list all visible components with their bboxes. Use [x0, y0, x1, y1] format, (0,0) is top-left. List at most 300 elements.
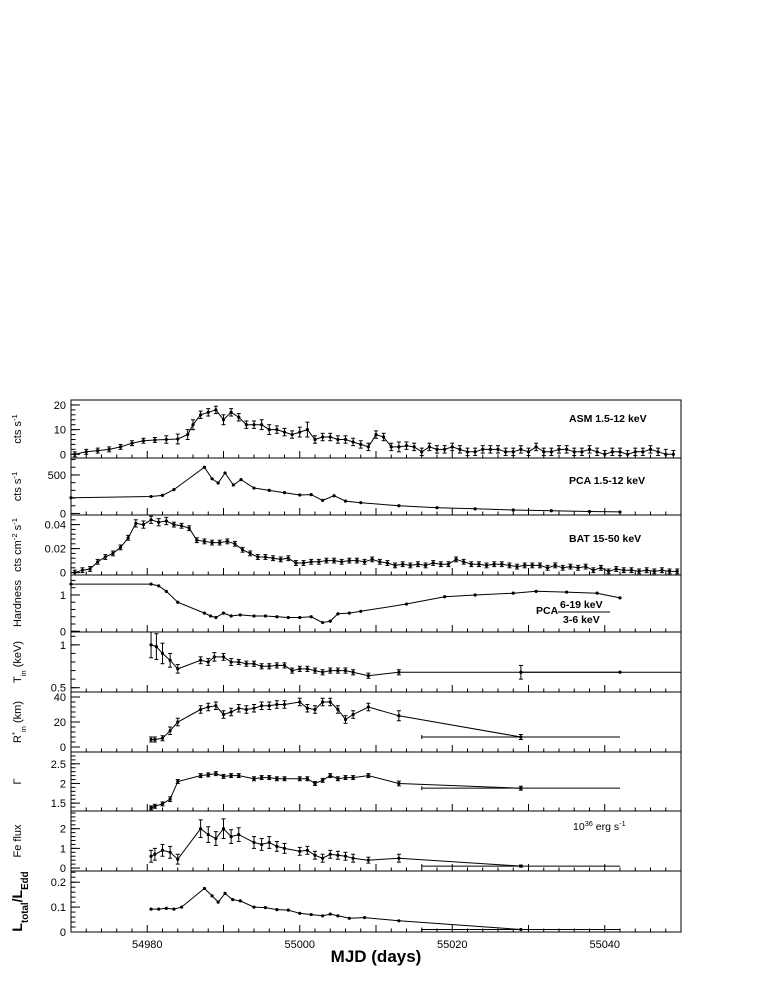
y-axis-label: $L_{total}/L_{Edd}$	[9, 871, 31, 932]
data-point	[222, 827, 225, 830]
y-tick-label: 0	[59, 449, 66, 462]
data-point	[348, 612, 351, 615]
data-point	[207, 660, 210, 663]
data-point	[618, 450, 621, 453]
data-point	[336, 854, 339, 857]
data-point	[222, 713, 225, 716]
data-point	[576, 566, 579, 569]
data-point	[569, 565, 572, 568]
y-tick-label: 0.2	[50, 877, 66, 890]
data-point	[332, 559, 335, 562]
y-tick-label: 0	[59, 567, 66, 580]
data-point	[207, 833, 210, 836]
x-tick-label: 55000	[284, 939, 316, 951]
data-point	[344, 669, 347, 672]
y-tick-label: 2.5	[50, 758, 66, 771]
panel-pca	[10, 458, 682, 520]
data-point	[336, 914, 339, 917]
data-point	[329, 669, 332, 672]
data-point	[237, 833, 240, 836]
data-point	[298, 493, 301, 496]
data-point	[348, 559, 351, 562]
data-point	[199, 708, 202, 711]
data-point	[268, 665, 271, 668]
data-point	[283, 703, 286, 706]
data-point	[169, 659, 172, 662]
data-point	[279, 558, 282, 561]
data-point	[321, 857, 324, 860]
data-point	[149, 643, 152, 646]
data-point	[512, 508, 515, 511]
data-point	[203, 540, 206, 543]
data-point	[199, 827, 202, 830]
data-point	[329, 774, 332, 777]
data-point	[313, 854, 316, 857]
data-point	[622, 569, 625, 572]
data-point	[176, 720, 179, 723]
data-point	[252, 906, 255, 909]
data-point	[352, 857, 355, 860]
data-point	[302, 561, 305, 564]
data-point	[260, 843, 263, 846]
data-point	[405, 444, 408, 447]
data-point	[321, 435, 324, 438]
x-tick-label: 55020	[436, 939, 468, 951]
data-point	[275, 428, 278, 431]
data-point	[329, 912, 332, 915]
data-point	[264, 614, 267, 617]
data-point	[222, 418, 225, 421]
data-point	[386, 561, 389, 564]
data-point	[149, 495, 152, 498]
data-point	[283, 430, 286, 433]
data-point	[176, 437, 179, 440]
data-point	[180, 524, 183, 527]
data-point	[119, 546, 122, 549]
panel-frame	[71, 515, 681, 575]
data-point	[340, 560, 343, 563]
data-point	[298, 430, 301, 433]
data-point	[268, 704, 271, 707]
data-point	[641, 450, 644, 453]
data-point	[298, 700, 301, 703]
data-point	[230, 411, 233, 414]
data-point	[321, 499, 324, 502]
ratio-denominator: 3-6 keV	[563, 614, 600, 626]
panels-group	[9, 400, 681, 951]
y-tick-label: 10	[53, 424, 66, 437]
data-point	[515, 565, 518, 568]
data-point	[332, 494, 335, 497]
data-point	[397, 671, 400, 674]
series-line	[151, 774, 521, 808]
data-point	[155, 645, 158, 648]
data-point	[306, 777, 309, 780]
data-point	[352, 440, 355, 443]
data-point	[607, 570, 610, 573]
data-point	[161, 802, 164, 805]
data-point	[199, 774, 202, 777]
data-point	[222, 775, 225, 778]
data-point	[336, 777, 339, 780]
panel-frame	[71, 871, 681, 932]
data-point	[230, 660, 233, 663]
data-point	[252, 614, 255, 617]
y-axis-label: $T_{in}$ (keV)	[12, 640, 28, 684]
data-point	[637, 570, 640, 573]
data-point	[85, 450, 88, 453]
data-point	[519, 864, 522, 867]
data-point	[378, 560, 381, 563]
y-tick-label: 0.1	[50, 902, 66, 915]
data-point	[313, 708, 316, 711]
data-point	[352, 713, 355, 716]
data-point	[153, 438, 156, 441]
data-point	[367, 445, 370, 448]
data-point	[260, 423, 263, 426]
data-point	[252, 707, 255, 710]
data-point	[73, 571, 76, 574]
data-point	[367, 774, 370, 777]
data-point	[420, 450, 423, 453]
data-point	[485, 564, 488, 567]
data-point	[474, 450, 477, 453]
data-point	[231, 898, 234, 901]
data-point	[298, 667, 301, 670]
data-point	[237, 416, 240, 419]
panel-asm	[10, 400, 682, 461]
data-point	[542, 450, 545, 453]
data-point	[451, 445, 454, 448]
data-point	[127, 536, 130, 539]
data-point	[298, 912, 301, 915]
data-point	[157, 907, 160, 910]
data-point	[268, 776, 271, 779]
data-point	[546, 566, 549, 569]
data-point	[397, 857, 400, 860]
series-line	[71, 467, 620, 512]
data-point	[397, 445, 400, 448]
data-point	[275, 908, 278, 911]
data-point	[596, 450, 599, 453]
data-point	[237, 707, 240, 710]
data-point	[321, 671, 324, 674]
data-point	[527, 450, 530, 453]
data-point	[344, 776, 347, 779]
data-point	[390, 445, 393, 448]
data-point	[306, 667, 309, 670]
data-point	[191, 423, 194, 426]
data-point	[298, 777, 301, 780]
data-point	[239, 899, 242, 902]
y-tick-label: 2	[59, 823, 66, 836]
data-point	[210, 541, 213, 544]
data-point	[199, 659, 202, 662]
y-axis-label: Hardness	[12, 579, 24, 628]
data-point	[535, 445, 538, 448]
panel-annotation: PCA	[536, 605, 559, 617]
data-point	[321, 700, 324, 703]
data-point	[443, 448, 446, 451]
data-point	[397, 714, 400, 717]
data-point	[428, 445, 431, 448]
data-point	[298, 616, 301, 619]
y-tick-label: 40	[53, 692, 66, 704]
data-point	[239, 478, 242, 481]
data-point	[344, 855, 347, 858]
data-point	[188, 527, 191, 530]
data-point	[249, 552, 252, 555]
data-point	[275, 615, 278, 618]
data-point	[252, 486, 255, 489]
data-point	[306, 707, 309, 710]
data-point	[336, 612, 339, 615]
data-point	[618, 510, 621, 513]
data-point	[313, 669, 316, 672]
data-point	[233, 542, 236, 545]
data-point	[207, 705, 210, 708]
data-point	[149, 806, 152, 809]
panel-frame	[71, 692, 681, 752]
data-point	[264, 555, 267, 558]
data-point	[348, 917, 351, 920]
data-point	[111, 552, 114, 555]
data-point	[252, 662, 255, 665]
data-point	[500, 563, 503, 566]
data-point	[252, 777, 255, 780]
data-point	[230, 835, 233, 838]
panel-gamma	[12, 752, 681, 811]
data-point	[217, 481, 220, 484]
data-point	[409, 564, 412, 567]
series-line	[151, 645, 620, 676]
data-point	[435, 506, 438, 509]
data-point	[561, 566, 564, 569]
data-point	[283, 777, 286, 780]
data-point	[287, 616, 290, 619]
data-point	[172, 488, 175, 491]
data-point	[176, 667, 179, 670]
y-tick-label: 0	[59, 508, 66, 521]
data-point	[405, 602, 408, 605]
data-point	[382, 435, 385, 438]
data-point	[287, 908, 290, 911]
data-point	[176, 601, 179, 604]
data-point	[165, 438, 168, 441]
data-point	[275, 664, 278, 667]
data-point	[359, 610, 362, 613]
data-point	[653, 570, 656, 573]
data-point	[291, 433, 294, 436]
data-point	[73, 453, 76, 456]
data-point	[245, 662, 248, 665]
data-point	[149, 518, 152, 521]
y-tick-label: 20	[53, 717, 66, 729]
data-point	[481, 448, 484, 451]
data-point	[363, 560, 366, 563]
data-point	[344, 438, 347, 441]
data-point	[69, 496, 72, 499]
data-point	[626, 453, 629, 456]
data-point	[176, 858, 179, 861]
data-point	[217, 901, 220, 904]
data-point	[424, 564, 427, 567]
data-point	[310, 493, 313, 496]
data-point	[531, 564, 534, 567]
data-point	[611, 450, 614, 453]
data-point	[232, 483, 235, 486]
data-point	[359, 501, 362, 504]
data-point	[538, 564, 541, 567]
data-point	[596, 592, 599, 595]
data-point	[214, 408, 217, 411]
data-point	[153, 738, 156, 741]
data-point	[329, 700, 332, 703]
data-point	[657, 450, 660, 453]
data-point	[336, 708, 339, 711]
data-point	[241, 548, 244, 551]
data-point	[275, 777, 278, 780]
data-point	[336, 669, 339, 672]
data-point	[268, 489, 271, 492]
data-point	[214, 772, 217, 775]
y-tick-label: 2	[59, 778, 66, 791]
data-point	[435, 448, 438, 451]
data-point	[161, 849, 164, 852]
panel-lum	[9, 871, 681, 939]
y-axis-label: cts $s^{-1}$	[9, 414, 24, 444]
data-point	[371, 558, 374, 561]
data-point	[393, 564, 396, 567]
x-tick-label: 54980	[131, 939, 163, 951]
data-point	[512, 592, 515, 595]
data-point	[618, 596, 621, 599]
data-point	[134, 522, 137, 525]
data-point	[195, 539, 198, 542]
data-point	[508, 564, 511, 567]
data-point	[466, 450, 469, 453]
y-tick-label: 1	[59, 589, 66, 602]
data-point	[149, 738, 152, 741]
data-point	[397, 782, 400, 785]
y-axis-label: cts $cm^{-2}$ $s^{-1}$	[9, 517, 24, 573]
data-point	[142, 439, 145, 442]
data-point	[580, 450, 583, 453]
data-point	[352, 776, 355, 779]
data-point	[283, 491, 286, 494]
data-point	[397, 919, 400, 922]
data-point	[321, 621, 324, 624]
panel-annotation: BAT 15-50 keV	[569, 533, 642, 545]
panel-tin	[12, 632, 681, 695]
data-point	[153, 853, 156, 856]
data-point	[165, 907, 168, 910]
data-point	[462, 560, 465, 563]
data-point	[565, 590, 568, 593]
data-point	[245, 708, 248, 711]
data-point	[260, 776, 263, 779]
data-point	[454, 558, 457, 561]
data-point	[165, 519, 168, 522]
data-point	[313, 782, 316, 785]
x-tick-label: 55040	[589, 939, 621, 951]
data-point	[474, 593, 477, 596]
data-point	[119, 445, 122, 448]
data-point	[550, 509, 553, 512]
data-point	[355, 559, 358, 562]
data-point	[474, 507, 477, 510]
data-point	[210, 894, 213, 897]
data-point	[554, 564, 557, 567]
data-point	[588, 510, 591, 513]
data-point	[88, 567, 91, 570]
data-point	[161, 737, 164, 740]
data-point	[313, 438, 316, 441]
data-point	[165, 590, 168, 593]
y-tick-label: 0	[59, 742, 66, 754]
data-point	[599, 566, 602, 569]
data-point	[275, 845, 278, 848]
data-point	[230, 710, 233, 713]
panel-hardness	[12, 575, 681, 638]
data-point	[401, 563, 404, 566]
data-point	[634, 450, 637, 453]
data-point	[252, 841, 255, 844]
data-point	[367, 705, 370, 708]
data-point	[584, 565, 587, 568]
data-point	[203, 887, 206, 890]
data-point	[69, 582, 72, 585]
data-point	[336, 438, 339, 441]
data-point	[535, 590, 538, 593]
data-point	[660, 569, 663, 572]
data-point	[352, 671, 355, 674]
data-point	[214, 704, 217, 707]
series-line	[151, 888, 521, 929]
data-point	[645, 569, 648, 572]
data-point	[519, 787, 522, 790]
panel-fe	[12, 811, 681, 875]
data-point	[325, 559, 328, 562]
data-point	[230, 614, 233, 617]
y-axis-label: cts $s^{-1}$	[9, 471, 24, 502]
y-tick-label: 0	[59, 626, 66, 639]
data-point	[271, 557, 274, 560]
data-point	[222, 655, 225, 658]
data-point	[439, 563, 442, 566]
data-point	[268, 428, 271, 431]
data-point	[210, 477, 213, 480]
panel-annotation: $10^{36}$ erg $s^{-1}$	[573, 818, 626, 833]
data-point	[416, 563, 419, 566]
data-point	[496, 448, 499, 451]
data-point	[367, 859, 370, 862]
data-point	[252, 423, 255, 426]
y-tick-label: 1.5	[50, 798, 66, 811]
data-point	[504, 450, 507, 453]
panel-annotation: ASM 1.5-12 keV	[569, 413, 647, 425]
data-point	[222, 612, 225, 615]
data-point	[172, 907, 175, 910]
data-point	[157, 584, 160, 587]
data-point	[264, 906, 267, 909]
data-point	[447, 563, 450, 566]
data-point	[397, 504, 400, 507]
data-point	[618, 671, 621, 674]
data-point	[550, 450, 553, 453]
data-point	[470, 563, 473, 566]
data-point	[321, 914, 324, 917]
